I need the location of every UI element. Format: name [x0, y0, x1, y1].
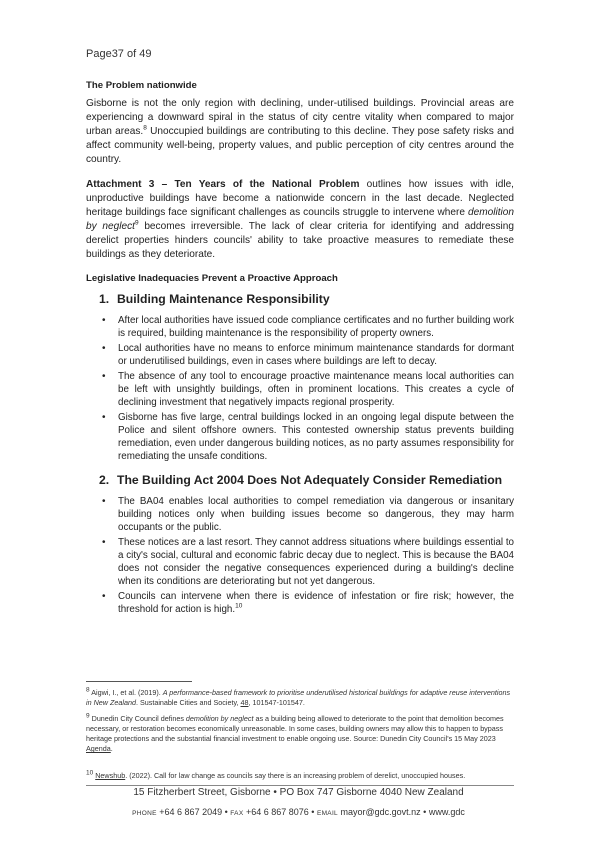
footnote-term: demolition by neglect — [185, 714, 254, 723]
heading-text: The Building Act 2004 Does Not Adequately Consider Remediation — [117, 473, 503, 487]
footer-contact: PHONE +64 6 867 2049 • FAX +64 6 867 8076 • EMAIL mayor@gdc.govt.nz • www.gdc — [132, 807, 465, 817]
footnote-text: . Sustainable Cities and Society, — [135, 698, 241, 707]
paragraph-text: outlines how issues with idle, unproductive buildings have become a nationwide concern in the last decade. Neglected heritage buildings face significant challenges as councils struggle to intervene where — [86, 179, 514, 218]
phone-number: +64 6 867 2049 — [159, 807, 223, 817]
heading-number: 2. — [99, 473, 110, 487]
footnote-10 — [86, 771, 514, 781]
phone-label: PHONE — [132, 810, 157, 817]
heading-text: Building Maintenance Responsibility — [117, 292, 330, 306]
list-item: • Gisborne has five large, central buildings locked in an ongoing legal dispute between the Police and silent offshore owners. This contested ownership status prevents building remediation, even under dangerous building notices, as no party assumes responsibility for remediating the unsafe conditions. — [86, 411, 514, 463]
list-item: • These notices are a last resort. They cannot address situations where buildings essential to a city's social, cultural and economic fabric decay due to neglect. This is because the BA04 does not consider the negative consequences experienced during a building's decline when its conditions are deteriorating but not yet dangerous. — [86, 536, 514, 588]
footnote-number: 10 — [86, 769, 94, 777]
footnote-number: 9 — [86, 712, 90, 720]
footnote-8 — [86, 688, 514, 708]
maintenance-bullet-list — [86, 314, 514, 463]
footnote-text: as a building being allowed to deteriorate to the point that demolition becomes necessary, or restoration becomes economically unreasonable. In some cases, building owners may allow this to happen to bypass heritage protections and the substantial financial investment to enable ongoing use. Source: Dunedin City Council's 15 May 2023 — [86, 714, 504, 743]
email-link[interactable]: mayor@gdc.govt.nz — [340, 807, 421, 817]
list-item-text: Councils can intervene when there is evidence of infestation or fire risk; however, the threshold for action is high. — [118, 591, 514, 615]
paragraph-text-cont: becomes irreversible. The lack of clear criteria for identifying and addressing derelict properties hinders councils' ability to take proactive measures to remediate these buildings as they deteriorate. — [86, 221, 514, 260]
footnote-volume: 48 — [240, 698, 249, 707]
building-act-bullet-list — [86, 495, 514, 616]
list-item: • Local authorities have no means to enforce minimum maintenance standards for dormant or underutilised buildings, even in cases where buildings are left to decay. — [86, 342, 514, 368]
footnote-text: . (2022). Call for law change as councils say there is an increasing problem of derelict, unoccupied houses. — [125, 771, 466, 780]
paragraph-text-cont: Unoccupied buildings are contributing to this decline. They pose safety risks and affect community well-being, property values, and public perception of city centres around the country. — [86, 126, 514, 165]
email-label: EMAIL — [316, 810, 338, 817]
heading-building-act-2004 — [99, 473, 514, 487]
list-item: • After local authorities have issued code compliance certificates and no further building work is required, building maintenance is the responsibility of property owners. — [86, 314, 514, 340]
agenda-link[interactable]: Agenda — [86, 744, 111, 753]
footnote-ref-10[interactable]: 10 — [235, 602, 243, 610]
footnote-9 — [86, 714, 514, 754]
list-item — [86, 590, 514, 616]
paragraph-problem-nationwide — [86, 97, 514, 167]
page-number: Page37 of 49 — [86, 48, 152, 60]
heading-legislative-inadequacies: Legislative Inadequacies Prevent a Proactive Approach — [86, 273, 338, 284]
footer-divider — [86, 785, 514, 786]
fax-label: FAX — [230, 810, 244, 817]
paragraph-attachment-3 — [86, 178, 514, 262]
paragraph-text: Gisborne is not the only region with declining, under-utilised buildings. Provincial areas are experiencing a downward spiral in the status of city centre vitality when compared to major urban areas. — [86, 98, 514, 137]
footnote-text: , 101547-101547. — [248, 698, 305, 707]
footnote-number: 8 — [86, 686, 90, 694]
newshub-link[interactable]: Newshub — [95, 771, 126, 780]
footnote-text: Aigwi, I., et al. (2019). — [89, 688, 163, 697]
footnote-text: Dunedin City Council defines — [89, 714, 186, 723]
website-link[interactable]: www.gdc — [428, 807, 465, 817]
footnote-ref-9[interactable]: 9 — [134, 219, 139, 227]
footnote-text: . — [110, 744, 113, 753]
footer-address: 15 Fitzherbert Street, Gisborne • PO Box 747 Gisborne 4040 New Zealand — [133, 787, 464, 798]
list-item: • The BA04 enables local authorities to compel remediation via dangerous or insanitary building notices only when building issues become so dangerous, they may harm occupants or the public. — [86, 495, 514, 534]
list-item: • The absence of any tool to encourage proactive maintenance means local authorities can be left with unsightly buildings, often in prominent locations. This creates a cycle of declining investment that negatively impacts regional prosperity. — [86, 370, 514, 409]
heading-building-maintenance — [99, 292, 514, 306]
footnote-ref-8[interactable]: 8 — [143, 124, 147, 132]
heading-number: 1. — [99, 292, 110, 306]
attachment-3-title: Attachment 3 – Ten Years of the National Problem — [86, 179, 360, 190]
fax-number: +64 6 867 8076 — [245, 807, 309, 817]
footnote-title: A performance-based framework to prioritise underutilised historical buildings for adaptive reuse interventions in New Zealand — [86, 688, 511, 707]
footnote-divider — [86, 681, 192, 682]
main-content — [86, 80, 514, 626]
heading-problem-nationwide: The Problem nationwide — [86, 80, 197, 91]
demolition-by-neglect-term: demolition by neglect — [86, 207, 514, 232]
